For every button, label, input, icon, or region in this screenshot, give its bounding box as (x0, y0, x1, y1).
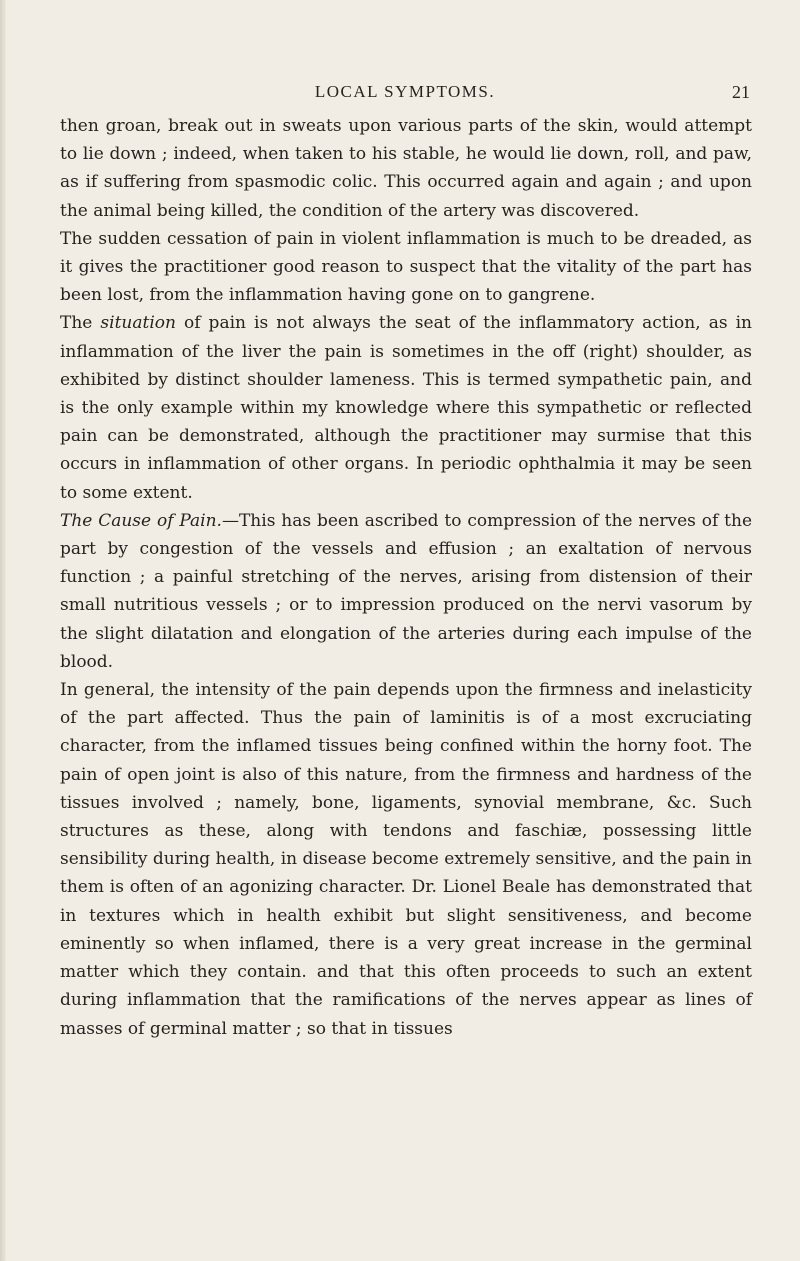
paragraph-4-rest: —This has been ascribed to compression of the nerves of the part by congestion of the vessels and effusion ; an exaltation of nervous function ; a painful stretching of the nerves, arising from distension of their small nutritious vessels ; or to impression produced on the nervi vasorum by the slight dilatation and elongation of the arteries during each impulse of the blood. (60, 510, 753, 672)
paragraph-1: then groan, break out in sweats upon various parts of the skin, would attempt to lie down ; indeed, when taken to his stable, he would lie down, roll, and paw, as if suffering from spasmodic colic. This occurred again and again ; and upon the animal being killed, the condition of the artery was discovered. (60, 116, 752, 221)
paragraph-3 (60, 309, 752, 506)
page-number: 21 (732, 82, 750, 102)
running-head: LOCAL SYMPTOMS. (314, 82, 496, 101)
page-edge (0, 0, 6, 1261)
paragraph-3-lead: The (60, 313, 101, 334)
paragraph-2: The sudden cessation of pain in violent inflammation is much to be dreaded, as it gives the practitioner good reason to suspect that the vitality of the part has been lost, from the inflammation having gone on to gangrene. (60, 228, 752, 306)
paragraph-4 (60, 507, 752, 676)
paragraph-3-rest: of pain is not always the seat of the inflammatory action, as in inflammation of the liver the pain is sometimes in the off (right) shoulder, as exhibited by distinct shoulder lameness. This is termed sympathetic pain, and is the only example within my knowledge where this sympathetic or reflected pain can be demonstrated, although the practitioner may surmise that this occurs in inflammation of other organs. In periodic ophthalmia it may be seen to some extent. (60, 313, 752, 503)
page-header (60, 82, 750, 108)
paragraph-3-italic: situation (100, 313, 176, 334)
paragraph-5: In general, the intensity of the pain depends upon the firmness and inelasticity of the part affected. Thus the pain of laminitis is of a most excruciating character, from the inflamed tissues being confined within the horny foot. The pain of open joint is also of this nature, from the firmness and hardness of the tissues involved ; namely, bone, ligaments, synovial membrane, &c. Such structures as these, along with tendons and faschiæ, possessing little sensibility during health, in disease become extremely sensitive, and the pain in them is often of an agonizing character. Dr. Lionel Beale has demonstrated that in textures which in health exhibit but slight sensitiveness, and become eminently so when inflamed, there is a very great increase in the germinal matter which they contain. and that this often proceeds to such an extent during inflammation that the ramifications of the nerves appear as lines of masses of germinal matter ; so that in tissues (60, 680, 752, 1039)
text-body (60, 112, 752, 1043)
section-heading-cause-of-pain: The Cause of Pain. (60, 510, 222, 531)
